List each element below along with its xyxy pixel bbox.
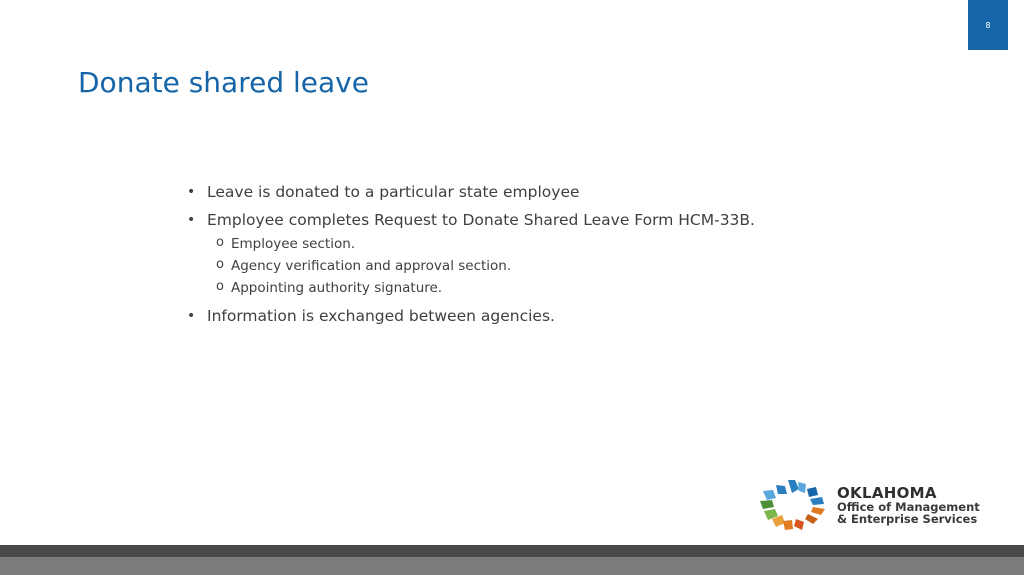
bullet-item: [187, 181, 907, 203]
sub-bullet-marker: o: [216, 257, 224, 272]
sub-bullet-marker: o: [216, 279, 224, 294]
omes-logo: [758, 477, 1008, 531]
bullet-list: [187, 181, 907, 327]
bullet-dot: •: [187, 184, 196, 200]
slide-number: 8: [985, 20, 991, 30]
slide-number-badge: [968, 0, 1008, 50]
sub-bullet-item: [187, 277, 907, 299]
sub-bullet-marker: o: [216, 235, 224, 250]
sub-bullet-text: Agency verification and approval section.: [231, 258, 512, 274]
bullet-item: [187, 209, 907, 231]
logo-subtitle-line1: Office of Management: [837, 500, 980, 514]
bullet-text: Leave is donated to a particular state employee: [207, 183, 580, 201]
sub-bullet-text: Employee section.: [231, 236, 356, 252]
logo-title: OKLAHOMA: [837, 484, 937, 502]
bullet-dot: •: [187, 308, 196, 324]
sub-bullet-text: Appointing authority signature.: [231, 280, 443, 296]
footer-band-dark: [0, 545, 1024, 557]
oklahoma-star-logo-icon: [758, 477, 828, 531]
bullet-item: [187, 305, 907, 327]
footer-band-grey: [0, 557, 1024, 575]
bullet-text: Information is exchanged between agencies.: [207, 307, 555, 325]
bullet-text: Employee completes Request to Donate Shared Leave Form HCM-33B.: [207, 211, 755, 229]
logo-subtitle-line2: & Enterprise Services: [837, 512, 978, 526]
bullet-dot: •: [187, 212, 196, 228]
sub-bullet-item: [187, 233, 907, 255]
sub-bullet-item: [187, 255, 907, 277]
slide-title: Donate shared leave: [78, 66, 369, 99]
logo-wordmark: [837, 485, 980, 525]
